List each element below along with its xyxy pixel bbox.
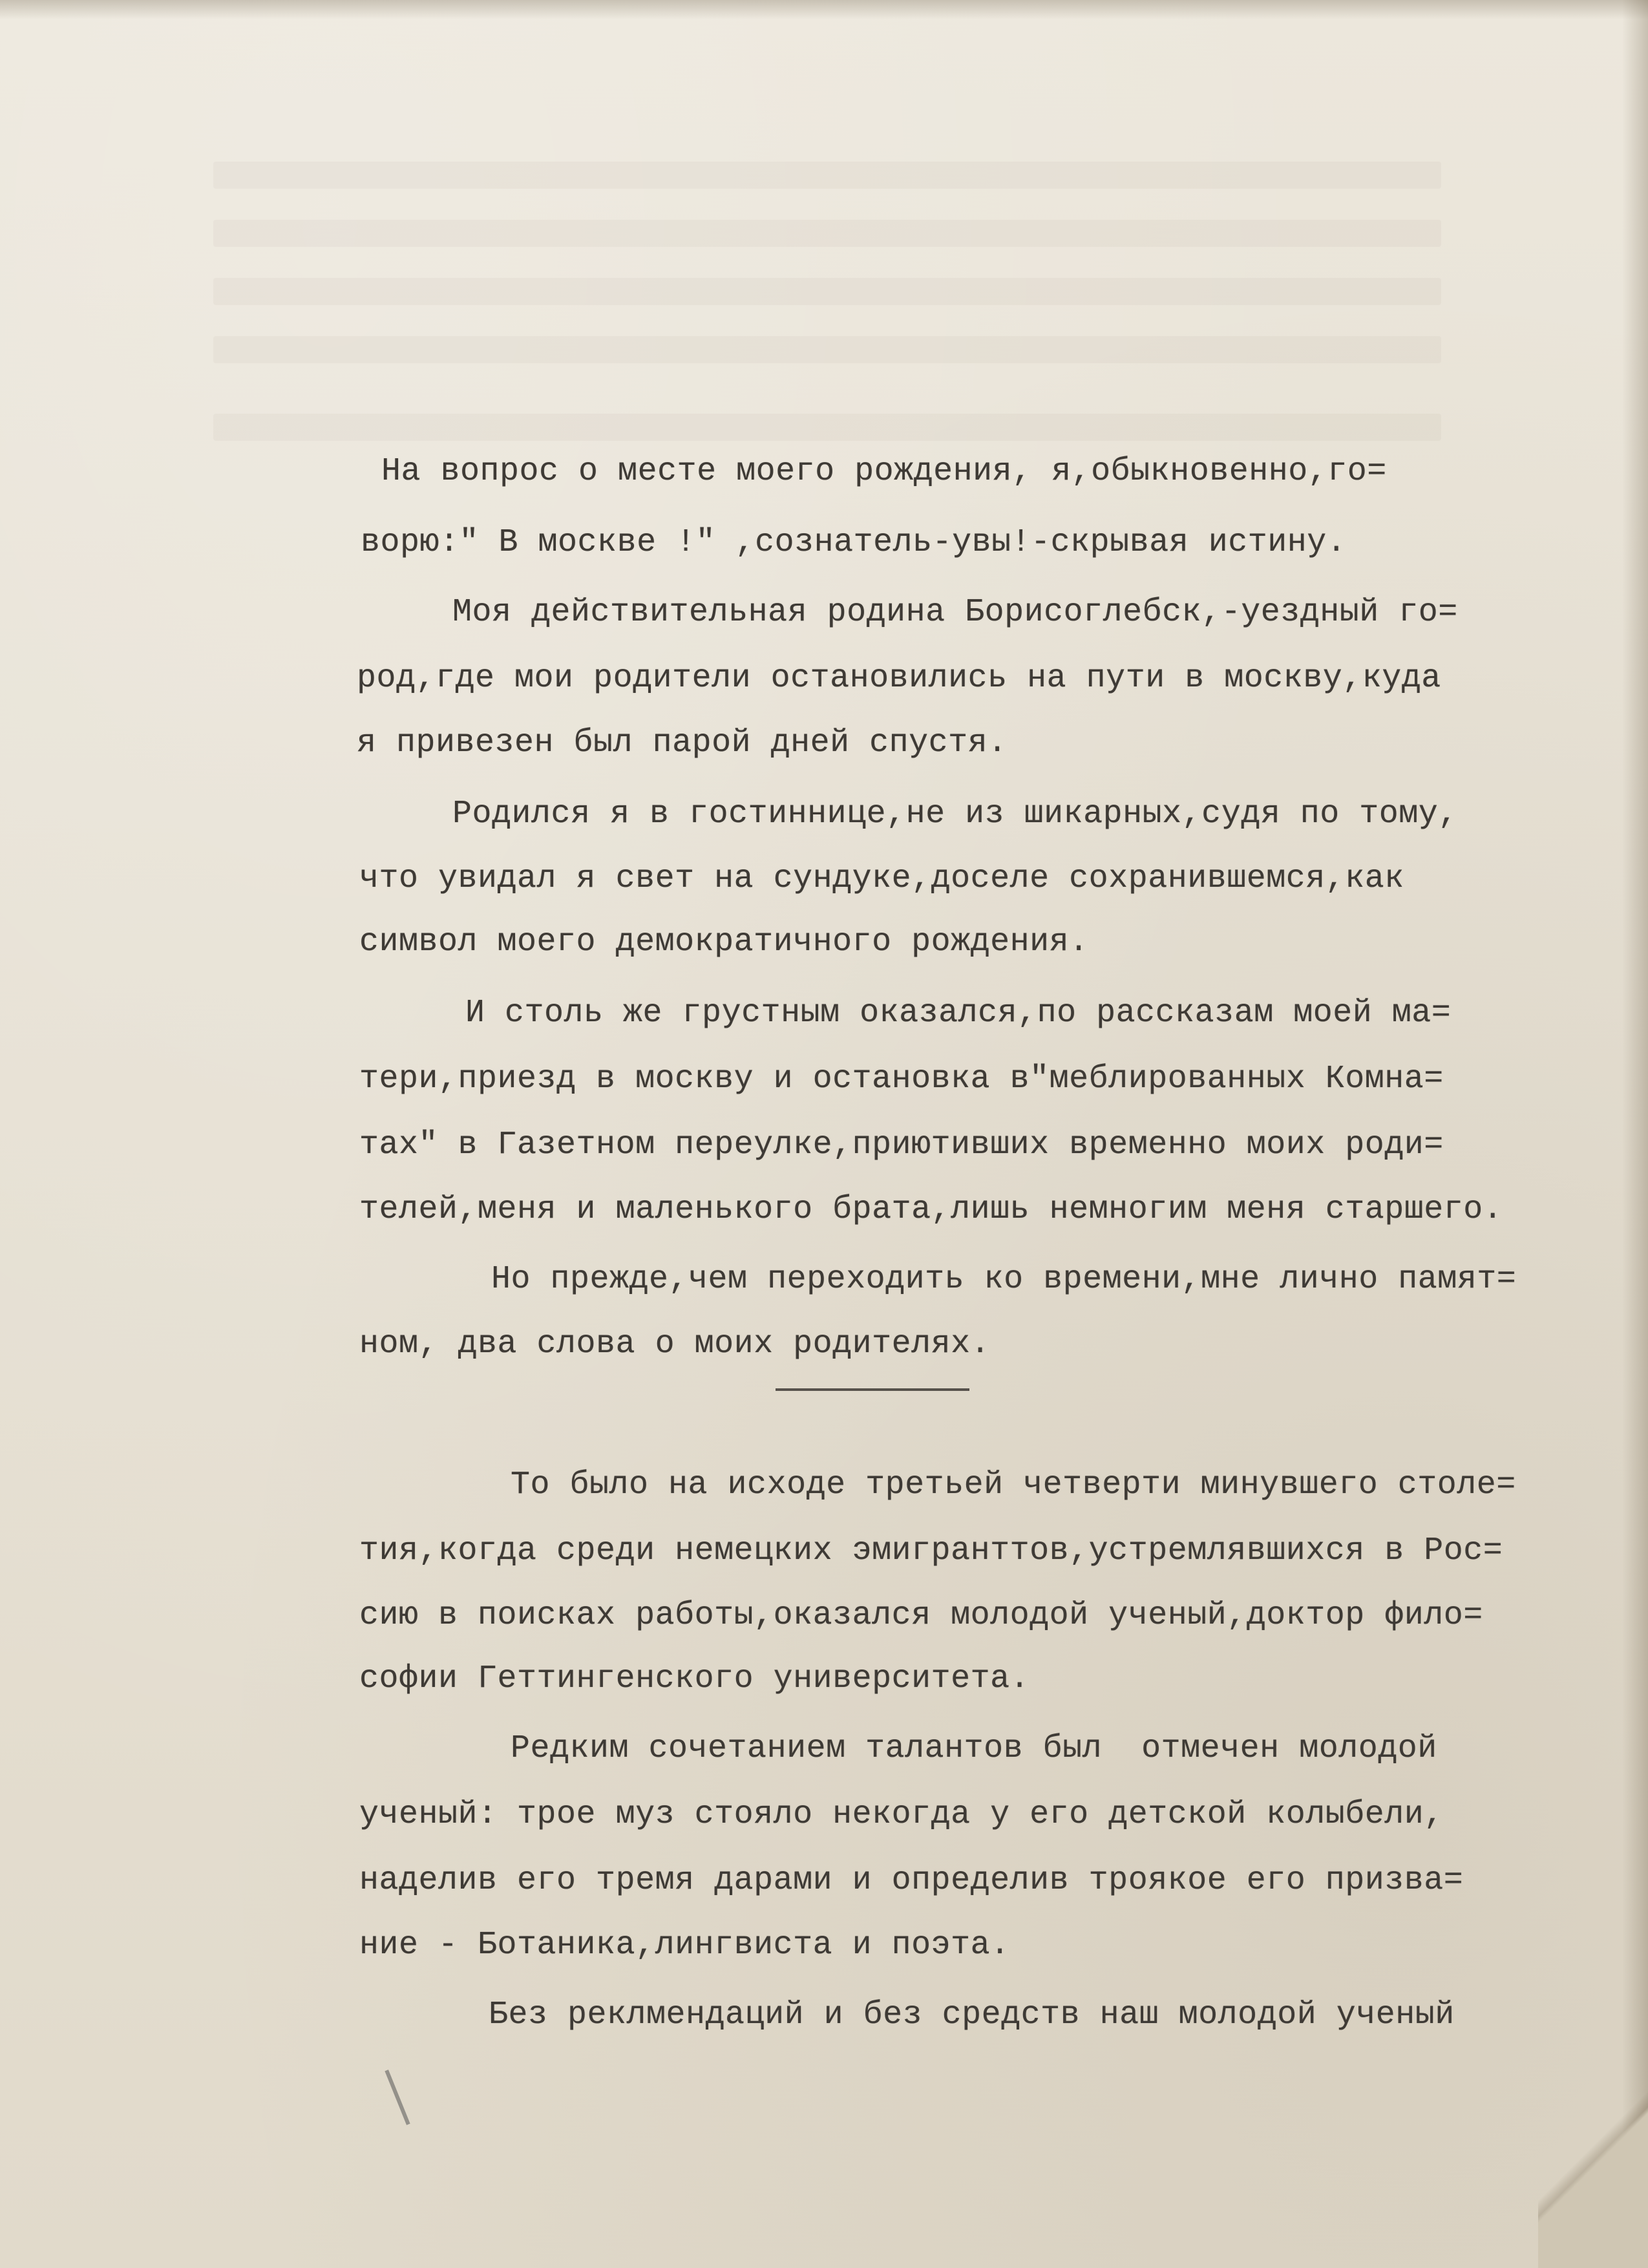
text-line: То было на исходе третьей четверти минувшего столе= xyxy=(511,1467,1516,1503)
text-line: тия,когда среди немецких эмигранттов,устремлявшихся в Рос= xyxy=(359,1532,1503,1569)
text-line: телей,меня и маленького брата,лишь немногим меня старшего. xyxy=(359,1191,1503,1228)
text-line: род,где мои родители остановились на пути в москву,куда xyxy=(357,660,1441,697)
text-line: ние - Ботаника,лингвиста и поэта. xyxy=(359,1927,1010,1964)
text-line: тери,приезд в москву и остановка в"меблированных Комна= xyxy=(359,1061,1444,1097)
text-line: Без реклмендаций и без средств наш молодой ученый xyxy=(489,1997,1455,2033)
text-line: И столь же грустным оказался,по рассказам моей ма= xyxy=(465,995,1452,1032)
text-line: Редким сочетанием талантов был отмечен молодой xyxy=(511,1730,1437,1767)
text-line: Родился я в гостиннице,не из шикарных,судя по тому, xyxy=(452,796,1458,832)
text-line: я привезен был парой дней спустя. xyxy=(357,725,1008,761)
text-line: Моя действительная родина Борисоглебск,-уездный го= xyxy=(452,594,1458,631)
text-line: тах" в Газетном переулке,приютивших временно моих роди= xyxy=(359,1127,1444,1163)
text-line: софии Геттингенского университета. xyxy=(359,1660,1030,1697)
text-line: сию в поисках работы,оказался молодой ученый,доктор фило= xyxy=(359,1597,1483,1634)
text-line: На вопрос о месте моего рождения, я,обыкновенно,го= xyxy=(381,453,1387,490)
text-line: что увидал я свет на сундуке,доселе сохранившемся,как xyxy=(359,860,1404,897)
text-line: наделив его тремя дарами и определив трoякое его призва= xyxy=(359,1862,1464,1899)
text-line: Но прежде,чем переходить ко времени,мне лично памят= xyxy=(491,1261,1517,1298)
paper-torn-corner xyxy=(1538,2055,1648,2268)
text-line: символ моего демократичного рождения. xyxy=(359,924,1089,960)
text-line: ворю:" В москве !" ,сознатель-увы!-скрывая истину. xyxy=(361,524,1347,561)
text-line: ном, два слова о моих родителях. xyxy=(359,1326,991,1362)
text-line: ученый: трое муз стояло некогда у его детской колыбели, xyxy=(359,1796,1444,1833)
section-separator xyxy=(776,1388,969,1391)
